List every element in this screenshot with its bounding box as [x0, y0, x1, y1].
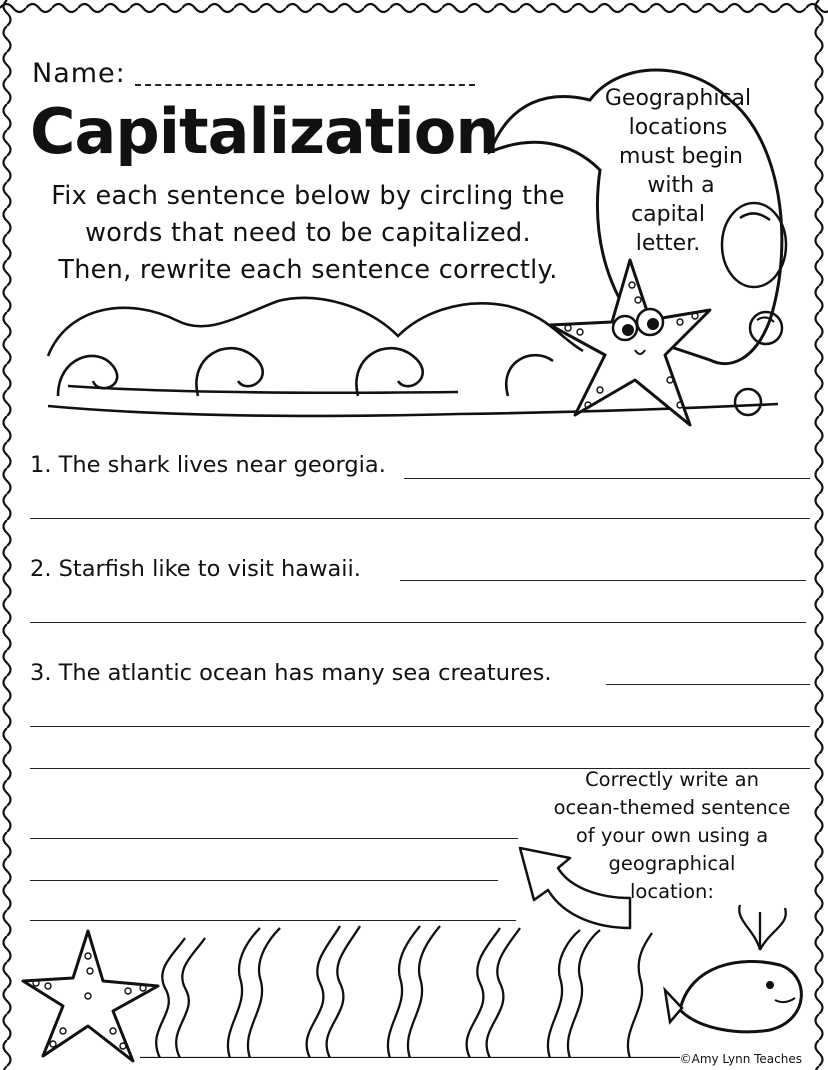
exercise-2-text: 2. Starfish like to visit hawaii.	[30, 556, 361, 582]
prompt-line: location:	[630, 880, 714, 903]
answer-line[interactable]	[30, 622, 806, 623]
prompt-line: Correctly write an	[585, 768, 759, 791]
name-input-line[interactable]	[135, 84, 475, 86]
answer-line[interactable]	[30, 880, 498, 881]
tip-line: Geographical	[604, 86, 752, 111]
instruction-line: Then, rewrite each sentence correctly.	[58, 255, 558, 285]
copyright: ©Amy Lynn Teaches	[679, 1052, 802, 1066]
name-label: Name:	[32, 58, 126, 89]
answer-line[interactable]	[606, 684, 810, 685]
prompt-line: ocean-themed sentence	[553, 796, 791, 819]
answer-line[interactable]	[30, 726, 810, 727]
tip-line: must begin	[619, 144, 743, 169]
tip-line: with a	[647, 173, 715, 198]
answer-line[interactable]	[400, 580, 806, 581]
exercise-1-text: 1. The shark lives near georgia.	[30, 452, 386, 478]
answer-line[interactable]	[30, 518, 810, 519]
instruction-line: Fix each sentence below by circling the	[51, 181, 565, 211]
tip-line: capital	[631, 202, 705, 227]
exercise-3-text: 3. The atlantic ocean has many sea creatures.	[30, 660, 552, 686]
answer-line[interactable]	[30, 838, 518, 839]
whale-icon	[660, 890, 810, 1040]
tip-line: locations	[628, 115, 728, 140]
tip-line: letter.	[635, 231, 701, 256]
tip-text	[562, 84, 794, 258]
instructions	[28, 178, 588, 289]
starfish-icon	[18, 926, 168, 1066]
instruction-line: words that need to be capitalized.	[85, 218, 531, 248]
seaweed-icon	[140, 918, 680, 1058]
prompt-line: geographical	[608, 852, 736, 875]
answer-line[interactable]	[404, 478, 810, 479]
page-title: Capitalization	[30, 95, 499, 168]
prompt-line: of your own using a	[575, 824, 769, 847]
